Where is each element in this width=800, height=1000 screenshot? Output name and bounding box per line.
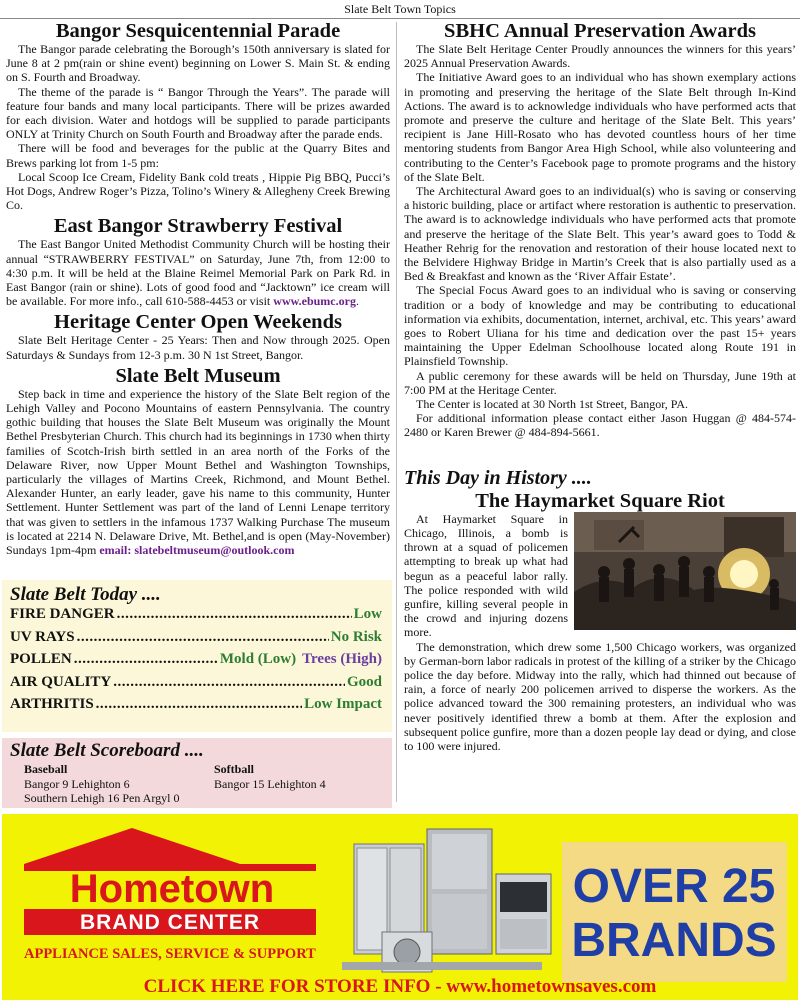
dot-leader [77, 629, 329, 646]
haymarket-riot-illustration [574, 512, 796, 630]
ad-tagline: APPLIANCE SALES, SERVICE & SUPPORT [24, 946, 316, 962]
today-title: Slate Belt Today .... [10, 584, 161, 605]
awards-paragraph-6: The Center is located at 30 North 1st Street, Bangor, PA. [416, 397, 689, 412]
today-row-label: AIR QUALITY [10, 673, 112, 690]
ad-over-line: OVER 25 [572, 860, 776, 913]
today-row [10, 674, 382, 697]
history-paragraph-1: At Haymarket Square in Chicago, Illinois, a bomb is thrown at a squad of policemen attempting to break up what had begun as a peaceful labor rally. The police responded with wild gunfire, killing several people in the crowd and injuring dozens more. [404, 511, 568, 640]
right-column [404, 20, 796, 753]
baseball-result: Bangor 9 Lehighton 6 [24, 776, 130, 791]
parade-title: Bangor Sesquicentennial Parade [55, 20, 341, 42]
history-paragraph-2: The demonstration, which drew some 1,500 Chicago workers, was organized by German-born labor radicals in protest of the killing of a striker by the Chicago police the day before. Midway into the rally, which had thinned out because of rain, a force of nearly 200 policemen arrived to disperse the workers. As the police advanced toward the 300 remaining protesters, an individual who was never positively identified threw a bomb at them. After the explosion and subsequent police gunfire, more than a dozen people lay dead or dying, and close to 100 were injured. [404, 639, 796, 753]
today-row-label: FIRE DANGER [10, 606, 115, 622]
today-row-value: Good [346, 673, 382, 690]
awards-paragraph-7: For additional information please contact either Jason Huggan @ 484-574-2480 or Karen Brewer @ 484-894-5661. [404, 411, 796, 440]
strawberry-title: East Bangor Strawberry Festival [53, 215, 343, 238]
left-column [6, 20, 390, 557]
museum-email-link[interactable]: email: slatebeltmuseum@outlook.com [99, 543, 295, 558]
history-title: The Haymarket Square Riot [475, 489, 725, 512]
hometown-ad-banner[interactable] [2, 814, 798, 1000]
column-divider [396, 22, 397, 802]
softball-result: Bangor 15 Lehighton 4 [214, 776, 326, 791]
dot-leader [113, 674, 345, 691]
strawberry-text: The East Bangor United Methodist Community Church will be hosting their annual “STRAWBERRY FESTIVAL” on Saturday, June 7th, from 12:00 to 4:30 p.m. It will be held at the Blaine Reimel Memorial Park on Park Rd. in East Bangor (rain or shine). Lots of good food and “Jacktown” ice cream will be available. For more info., call 610-588-4453 or visit [6, 237, 390, 309]
museum-text: Step back in time and experience the history of the Slate Belt region of the Lehigh Valley and Pocono Mountains of eastern Pennsylvania. The country gothic building that houses the Slate Belt Museum was originally the Mount Bethel Presbyterian Church. This church had its beginnings in 1730 when thirty families of Scotch-Irish birth settled in an area north of the Forks of the Delaware River, now Upper Mount Bethel and Washington Townships, particularly the villages of Martins Creek, Richmond, and Mount Bethel. Alexander Hunter, an early leader, gave his name to this community, Hunter Settlement. Hunter Settlement was part of the land of Lenni Lenape territory that was given to settlers in the infamous 1737 Walking Purchase The museum is located at 2214 N. Delaware Drive, Mt. Bethel,and is open (May-November) Sundays 1pm-4pm [6, 386, 390, 558]
today-row-value-secondary: Trees (High) [302, 651, 382, 667]
parade-vendors: Local Scoop Ice Cream, Fidelity Bank cold treats , Hippie Pig BBQ, Pucci’s Hot Dogs, Andrew Roger’s Pizza, Tolino’s Winery & Allegheny Creek Brewing Co. [6, 169, 390, 213]
today-row [10, 696, 382, 719]
awards-paragraph-5: A public ceremony for these awards will be held on Thursday, June 19th at 7:00 PM at the Heritage Center. [404, 368, 796, 397]
history-kicker: This Day in History .... [404, 466, 592, 489]
today-row [10, 606, 382, 629]
scoreboard-box [2, 738, 392, 808]
masthead: Slate Belt Town Topics [0, 0, 800, 19]
awards-paragraph-1: The Slate Belt Heritage Center Proudly announces the winners for this years’ 2025 Annual Preservation Awards. [404, 42, 796, 71]
ad-cta-link: CLICK HERE FOR STORE INFO - www.hometownsaves.com [143, 976, 657, 997]
softball-heading: Softball [214, 762, 255, 776]
parade-paragraph-1: The Bangor parade celebrating the Borough’s 150th anniversary is slated for June 8 at 2 pm(rain or shine event) beginning on Lower S. Main St. & ending on S. Fourth and Broadway. [6, 42, 390, 85]
strawberry-period: . [355, 294, 359, 309]
softball-results [214, 762, 326, 791]
today-row-value: Low Impact [304, 696, 382, 712]
strawberry-paragraph [6, 237, 390, 308]
parade-paragraph-3: There will be food and beverages for the public at the Quarry Bites and Brews parking lot from 1-5 pm: [6, 141, 390, 170]
today-row [10, 629, 382, 652]
today-row-value: No Risk [330, 628, 382, 645]
dot-leader [117, 606, 352, 623]
scoreboard-title: Slate Belt Scoreboard .... [10, 740, 204, 761]
today-row-label: ARTHRITIS [10, 696, 94, 712]
ad-brands-line: BRANDS [571, 914, 777, 967]
dot-leader [74, 651, 218, 668]
today-row [10, 651, 382, 674]
heritage-paragraph: Slate Belt Heritage Center - 25 Years: Then and Now through 2025. Open Saturdays & Sundays from 12-3 p.m. 30 N 1st Street, Bangor. [6, 333, 390, 362]
awards-paragraph-2: The Initiative Award goes to an individual who has shown exemplary actions in promoting and preserving the heritage of the Slate Belt through In-Kind Actions. The award is to acknowledge individuals who have performed acts that promote and preserve the culture and heritage of the Slate Belt. This years’ recipient is Jane Hill-Rosato who has devoted countless hours of her time mentoring students from Bangor Area High School, while also volunteering and contributing to the Center’s Facebook page to promote programs and the history of the Slate Belt. [404, 70, 796, 184]
today-row-value: Mold (Low) [219, 651, 297, 667]
today-row-label: UV RAYS [10, 628, 75, 645]
slate-belt-today-box [2, 580, 392, 732]
ad-artwork [2, 814, 798, 1000]
ad-brand-center: BRAND CENTER [80, 911, 260, 934]
parade-paragraph-2: The theme of the parade is “ Bangor Through the Years”. The parade will feature four bands and many local participants. There will be prizes awarded for each division. Water and hotdogs will be supplied to parade participants ONLY at Trinity Church on South Fourth and Broadway after the parade ends. [6, 84, 390, 142]
today-row-value: Low [353, 606, 382, 622]
dot-leader [96, 696, 302, 713]
awards-paragraph-3: The Architectural Award goes to an individual(s) who is saving or conserving a historic building, place or artifact where restoration is authentic to preservation. The award is to acknowledge individuals who have performed acts that promote and preserve the heritage of the Slate Belt. This year’s award goes to Todd & Heather Rehrig for the renovation and restoration of their house located next to the Belvidere Highway Bridge in Martin’s Creek that is also partially used as a Bed & Breakfast and known as the ‘River Affair Estate’. [404, 184, 796, 284]
awards-title: SBHC Annual Preservation Awards [444, 20, 756, 42]
baseball-results [24, 762, 179, 806]
baseball-heading: Baseball [24, 762, 68, 776]
museum-paragraph [6, 387, 390, 557]
today-rows [2, 606, 392, 719]
strawberry-link[interactable]: www.ebumc.org [273, 294, 356, 309]
baseball-result: Southern Lehigh 16 Pen Argyl 0 [24, 791, 180, 805]
museum-title: Slate Belt Museum [115, 364, 281, 387]
heritage-title: Heritage Center Open Weekends [54, 311, 342, 334]
awards-paragraph-4: The Special Focus Award goes to an individual who is saving or conserving tradition or a body of knowledge and may be contributing to educational information via exhibits, documentation, internet, archival, etc. This years’ award goes to Robert Uliana for his time and dedication over the past 15+ years maintaining the Upper Edelman Schoolhouse located along Route 191 in Plainsfield Township. [404, 283, 796, 369]
ad-brand-name: Hometown [69, 867, 275, 911]
today-row-label: POLLEN [10, 651, 72, 667]
